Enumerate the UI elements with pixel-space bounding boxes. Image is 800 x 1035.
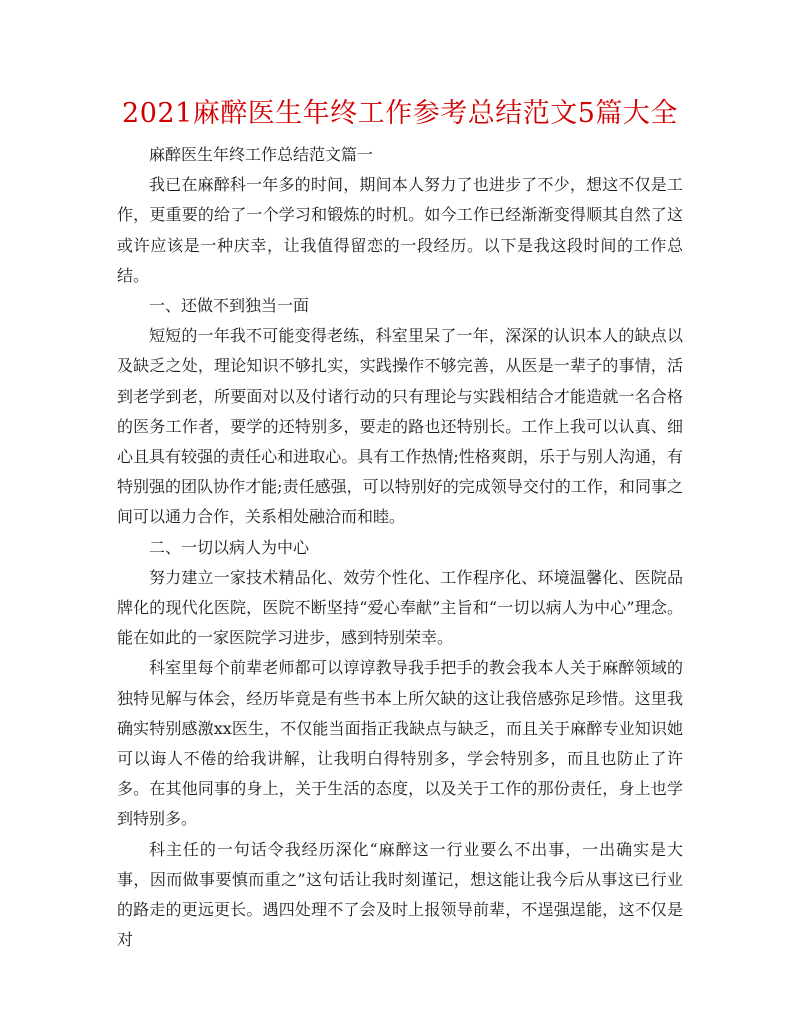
body-paragraph-section-1: 短短的一年我不可能变得老练，科室里呆了一年，深深的认识本人的缺点以及缺乏之处，理论知识不够扎实，实践操作不够完善，从医是一辈子的事情，活到老学到老，所要面对以及付诸行动的只有理论与实践相结合才能造就一名合格的医务工作者，要学的还特别多，要走的路也还特别长。工作上我可以认真、细心且具有较强的责任心和进取心。具有工作热情;性格爽朗，乐于与别人沟通，有特别强的团队协作才能;责任感强，可以特别好的完成领导交付的工作，和同事之间可以通力合作，关系相处融洽而和睦。 (117, 326, 683, 527)
body-paragraph-section-2a: 努力建立一家技术精品化、效劳个性化、工作程序化、环境温馨化、医院品牌化的现代化医院，医院不断坚持“爱心奉献”主旨和“一切以病人为中心”理念。能在如此的一家医院学习进步，感到特别荣幸。 (117, 567, 683, 648)
body-paragraph-section-2c: 科主任的一句话令我经历深化“麻醉这一行业要么不出事，一出确实是大事，因而做事要慎而重之”这句话让我时刻谨记，想这能让我今后从事这已行业的路走的更远更长。遇四处理不了会及时上报领导前辈，不逞强逞能，这不仅是对 (117, 839, 683, 950)
section-heading-1: 一、还做不到独当一面 (149, 296, 310, 316)
section-heading-2: 二、一切以病人为中心 (149, 537, 310, 557)
body-paragraph-section-2b: 科室里每个前辈老师都可以谆谆教导我手把手的教会我本人关于麻醉领域的独特见解与体会，经历毕竟是有些书本上所欠缺的这让我倍感弥足珍惜。这里我确实特别感激xx医生，不仅能当面指正我缺点与缺乏，而且关于麻醉专业知识她可以诲人不倦的给我讲解，让我明白得特别多，学会特别多，而且也防止了许多。在其他同事的身上，关于生活的态度，以及关于工作的那份责任，身上也学到特别多。 (117, 658, 683, 829)
section-heading-article-1: 麻醉医生年终工作总结范文篇一 (149, 145, 374, 164)
document-body (117, 140, 683, 955)
body-paragraph-intro: 我已在麻醉科一年多的时间，期间本人努力了也进步了不少，想这不仅是工作，更重要的给了一个学习和锻炼的时机。如今工作已经渐渐变得顺其自然了这或许应该是一种庆幸，让我值得留恋的一段经历。以下是我这段时间的工作总结。 (117, 175, 683, 285)
document-title: 2021麻醉医生年终工作参考总结范文5篇大全 (122, 98, 678, 129)
